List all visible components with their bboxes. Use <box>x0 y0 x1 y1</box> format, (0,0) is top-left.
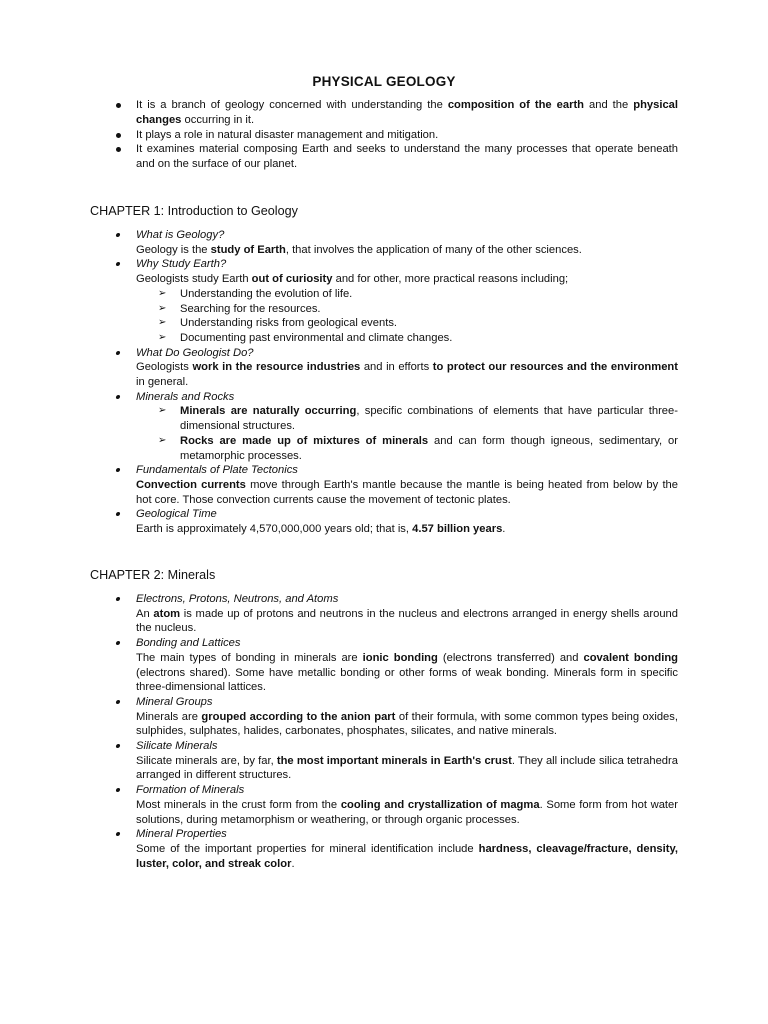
topic-heading-row <box>112 228 678 243</box>
topic-heading: What is Geology? <box>136 229 225 241</box>
bold-text: hardness, cleavage/fracture, density, luster, color, and streak color <box>136 842 678 870</box>
intro-bullet-text <box>136 98 678 128</box>
sub-list-item <box>136 434 678 463</box>
topic-item <box>112 346 678 390</box>
topic-body <box>136 754 678 783</box>
intro-bullet-item <box>112 98 678 128</box>
text-run: . <box>502 523 506 536</box>
topic-heading: Geological Time <box>136 508 217 521</box>
topic-heading: Mineral Groups <box>136 695 213 708</box>
topic-heading: Mineral Properties <box>136 828 227 841</box>
topic-item <box>112 695 678 739</box>
text-run: Searching for the resources. <box>180 302 321 315</box>
topic-item <box>112 739 678 783</box>
text-run: The main types of bonding in minerals are <box>136 651 363 664</box>
topic-item <box>112 257 678 345</box>
topic-body <box>136 478 678 507</box>
bold-text: study of Earth <box>210 243 286 256</box>
bold-text: cooling and crystallization of magma <box>340 798 540 811</box>
sub-list-item <box>136 404 678 433</box>
text-run: , that involves the application of many of the other sciences. <box>285 243 582 256</box>
sub-list-item <box>136 302 678 317</box>
arrow-bullet-icon: ➢ <box>158 302 167 314</box>
bullet-icon <box>112 98 136 128</box>
text-run: move through Earth's mantle because the mantle is being heated from below by the hot core. Those convection currents cause the movement of tectonic plates. <box>136 478 678 506</box>
bullet-icon <box>112 592 136 607</box>
topic-heading: Silicate Minerals <box>136 740 218 753</box>
bullet-icon <box>112 142 136 172</box>
sub-list-text <box>180 404 678 433</box>
topic-heading-row <box>112 390 678 405</box>
topic-body <box>136 798 678 827</box>
topic-item <box>112 592 678 636</box>
bullet-icon <box>112 390 136 405</box>
bold-text: Rocks are made up of mixtures of minerals <box>180 434 429 447</box>
text-run: Some of the important properties for mineral identification include <box>136 842 479 855</box>
bullet-icon <box>112 783 136 798</box>
sub-list-item <box>136 287 678 302</box>
sub-list-text <box>180 331 678 346</box>
bold-text: covalent bonding <box>583 651 679 664</box>
intro-bullet-text <box>136 128 678 143</box>
text-run: is made up of protons and neutrons in the nucleus and electrons arranged in energy shells around the nucleus. <box>136 607 679 635</box>
topic-heading: What Do Geologist Do? <box>136 346 254 359</box>
text-run: occurring in it. <box>181 113 255 126</box>
bold-text: ionic bonding <box>362 651 438 664</box>
bold-text: work in the resource industries <box>192 361 361 374</box>
bold-text: to protect our resources and the environment <box>432 361 678 374</box>
text-run: . <box>291 857 295 870</box>
arrow-bullet-icon: ➢ <box>158 331 167 343</box>
chapter-1-list <box>112 228 678 537</box>
text-run: Understanding risks from geological events. <box>180 317 398 330</box>
bullet-icon <box>112 507 136 522</box>
topic-item <box>112 228 678 257</box>
sub-list-item <box>136 331 678 346</box>
text-run: (electrons transferred) and <box>437 651 584 664</box>
topic-heading: Electrons, Protons, Neutrons, and Atoms <box>136 593 339 605</box>
bullet-icon <box>112 739 136 754</box>
arrow-bullet-icon: ➢ <box>158 434 167 446</box>
bold-text: grouped according to the anion part <box>201 710 396 723</box>
text-run: , specific combinations of elements that have particular three-dimensional structures. <box>180 405 678 433</box>
topic-item <box>112 390 678 464</box>
sub-list <box>136 404 678 463</box>
bold-text: atom <box>153 607 181 620</box>
topic-heading-row <box>112 346 678 361</box>
topic-item <box>112 783 678 827</box>
bullet-icon <box>112 257 136 272</box>
topic-heading-row <box>112 695 678 710</box>
text-run: and can form though igneous, sedimentary, or metamorphic processes. <box>180 434 678 462</box>
text-run: Silicate minerals are, by far, <box>136 754 277 767</box>
topic-heading-row <box>112 783 678 798</box>
topic-heading-row <box>112 827 678 842</box>
bullet-icon <box>112 228 136 243</box>
text-run: Understanding the evolution of life. <box>180 287 353 300</box>
sub-list-text <box>180 316 678 331</box>
topic-body <box>136 272 678 287</box>
topic-item <box>112 463 678 507</box>
sub-list-text <box>180 287 678 302</box>
text-run: (electrons shared). Some have metallic bonding or other forms of weak bonding. Minerals form in specific three-dimensional lattices. <box>136 666 678 694</box>
text-run: . Some form from hot water solutions, during metamorphism or weathering, or through organic processes. <box>136 798 678 826</box>
chapter-2-heading: CHAPTER 2: Minerals <box>90 568 216 582</box>
sub-list-text <box>180 302 678 317</box>
bullet-icon <box>112 128 136 143</box>
topic-heading-row <box>112 257 678 272</box>
text-run: of their formula, with some common types being oxides, sulphides, sulphates, halides, carbonates, phosphates, silicates, and native minerals. <box>136 710 678 738</box>
text-run: and the <box>584 99 634 111</box>
bold-text: physical changes <box>136 99 679 126</box>
intro-bullet-item <box>112 128 678 143</box>
sub-list-text <box>180 434 678 463</box>
topic-item <box>112 636 678 695</box>
text-run: It is a branch of geology concerned with understanding the <box>136 99 448 111</box>
topic-heading: Bonding and Lattices <box>136 637 241 650</box>
topic-heading: Formation of Minerals <box>136 784 245 797</box>
text-run: Earth is approximately 4,570,000,000 years old; that is, <box>136 523 413 536</box>
topic-body <box>136 607 678 636</box>
topic-heading: Why Study Earth? <box>136 258 227 271</box>
text-run: and in efforts <box>360 361 433 374</box>
text-run: Minerals are <box>136 710 202 723</box>
text-run: Geologists <box>136 361 193 374</box>
arrow-bullet-icon: ➢ <box>158 287 167 299</box>
topic-item <box>112 507 678 536</box>
bold-text: the most important minerals in Earth's crust <box>276 754 512 767</box>
sub-list <box>136 287 678 346</box>
text-run: It examines material composing Earth and seeks to understand the many processes that operate beneath and on the surface of our planet. <box>136 143 678 171</box>
sub-list-item <box>136 316 678 331</box>
text-run: and for other, more practical reasons including; <box>332 273 569 286</box>
topic-heading: Minerals and Rocks <box>136 390 235 403</box>
text-run: Geologists study Earth <box>136 273 252 286</box>
intro-bullet-list <box>112 98 678 172</box>
bullet-icon <box>112 463 136 478</box>
bullet-icon <box>112 695 136 710</box>
topic-heading-row <box>112 463 678 478</box>
intro-bullet-text <box>136 142 678 172</box>
bold-text: Convection currents <box>136 478 246 491</box>
topic-body <box>136 522 678 537</box>
text-run: Geology is the <box>136 243 211 256</box>
topic-heading-row <box>112 636 678 651</box>
topic-body <box>136 842 678 871</box>
topic-heading: Fundamentals of Plate Tectonics <box>136 464 298 477</box>
chapter-2-list <box>112 592 678 871</box>
topic-body <box>136 651 678 695</box>
topic-heading-row <box>112 592 678 607</box>
topic-heading-row <box>112 507 678 522</box>
topic-item <box>112 827 678 871</box>
text-run: An <box>136 607 154 620</box>
topic-body <box>136 710 678 739</box>
text-run: Most minerals in the crust form from the <box>136 798 341 811</box>
topic-heading-row <box>112 739 678 754</box>
page-title: PHYSICAL GEOLOGY <box>312 74 456 89</box>
bold-text: Minerals are naturally occurring <box>180 405 357 418</box>
text-run: . They all include silica tetrahedra arranged in different structures. <box>136 754 678 782</box>
bold-text: composition of the earth <box>447 99 585 111</box>
bold-text: out of curiosity <box>251 273 333 286</box>
text-run: Documenting past environmental and climate changes. <box>180 331 453 344</box>
bullet-icon <box>112 827 136 842</box>
bold-text: 4.57 billion years <box>412 523 503 536</box>
topic-body <box>136 243 678 258</box>
bullet-icon <box>112 346 136 361</box>
chapter-1-heading: CHAPTER 1: Introduction to Geology <box>90 204 298 218</box>
arrow-bullet-icon: ➢ <box>158 317 167 329</box>
arrow-bullet-icon: ➢ <box>158 405 167 417</box>
text-run: It plays a role in natural disaster management and mitigation. <box>136 128 439 141</box>
bullet-icon <box>112 636 136 651</box>
intro-bullet-item <box>112 142 678 172</box>
topic-body <box>136 360 678 389</box>
text-run: in general. <box>136 376 189 389</box>
